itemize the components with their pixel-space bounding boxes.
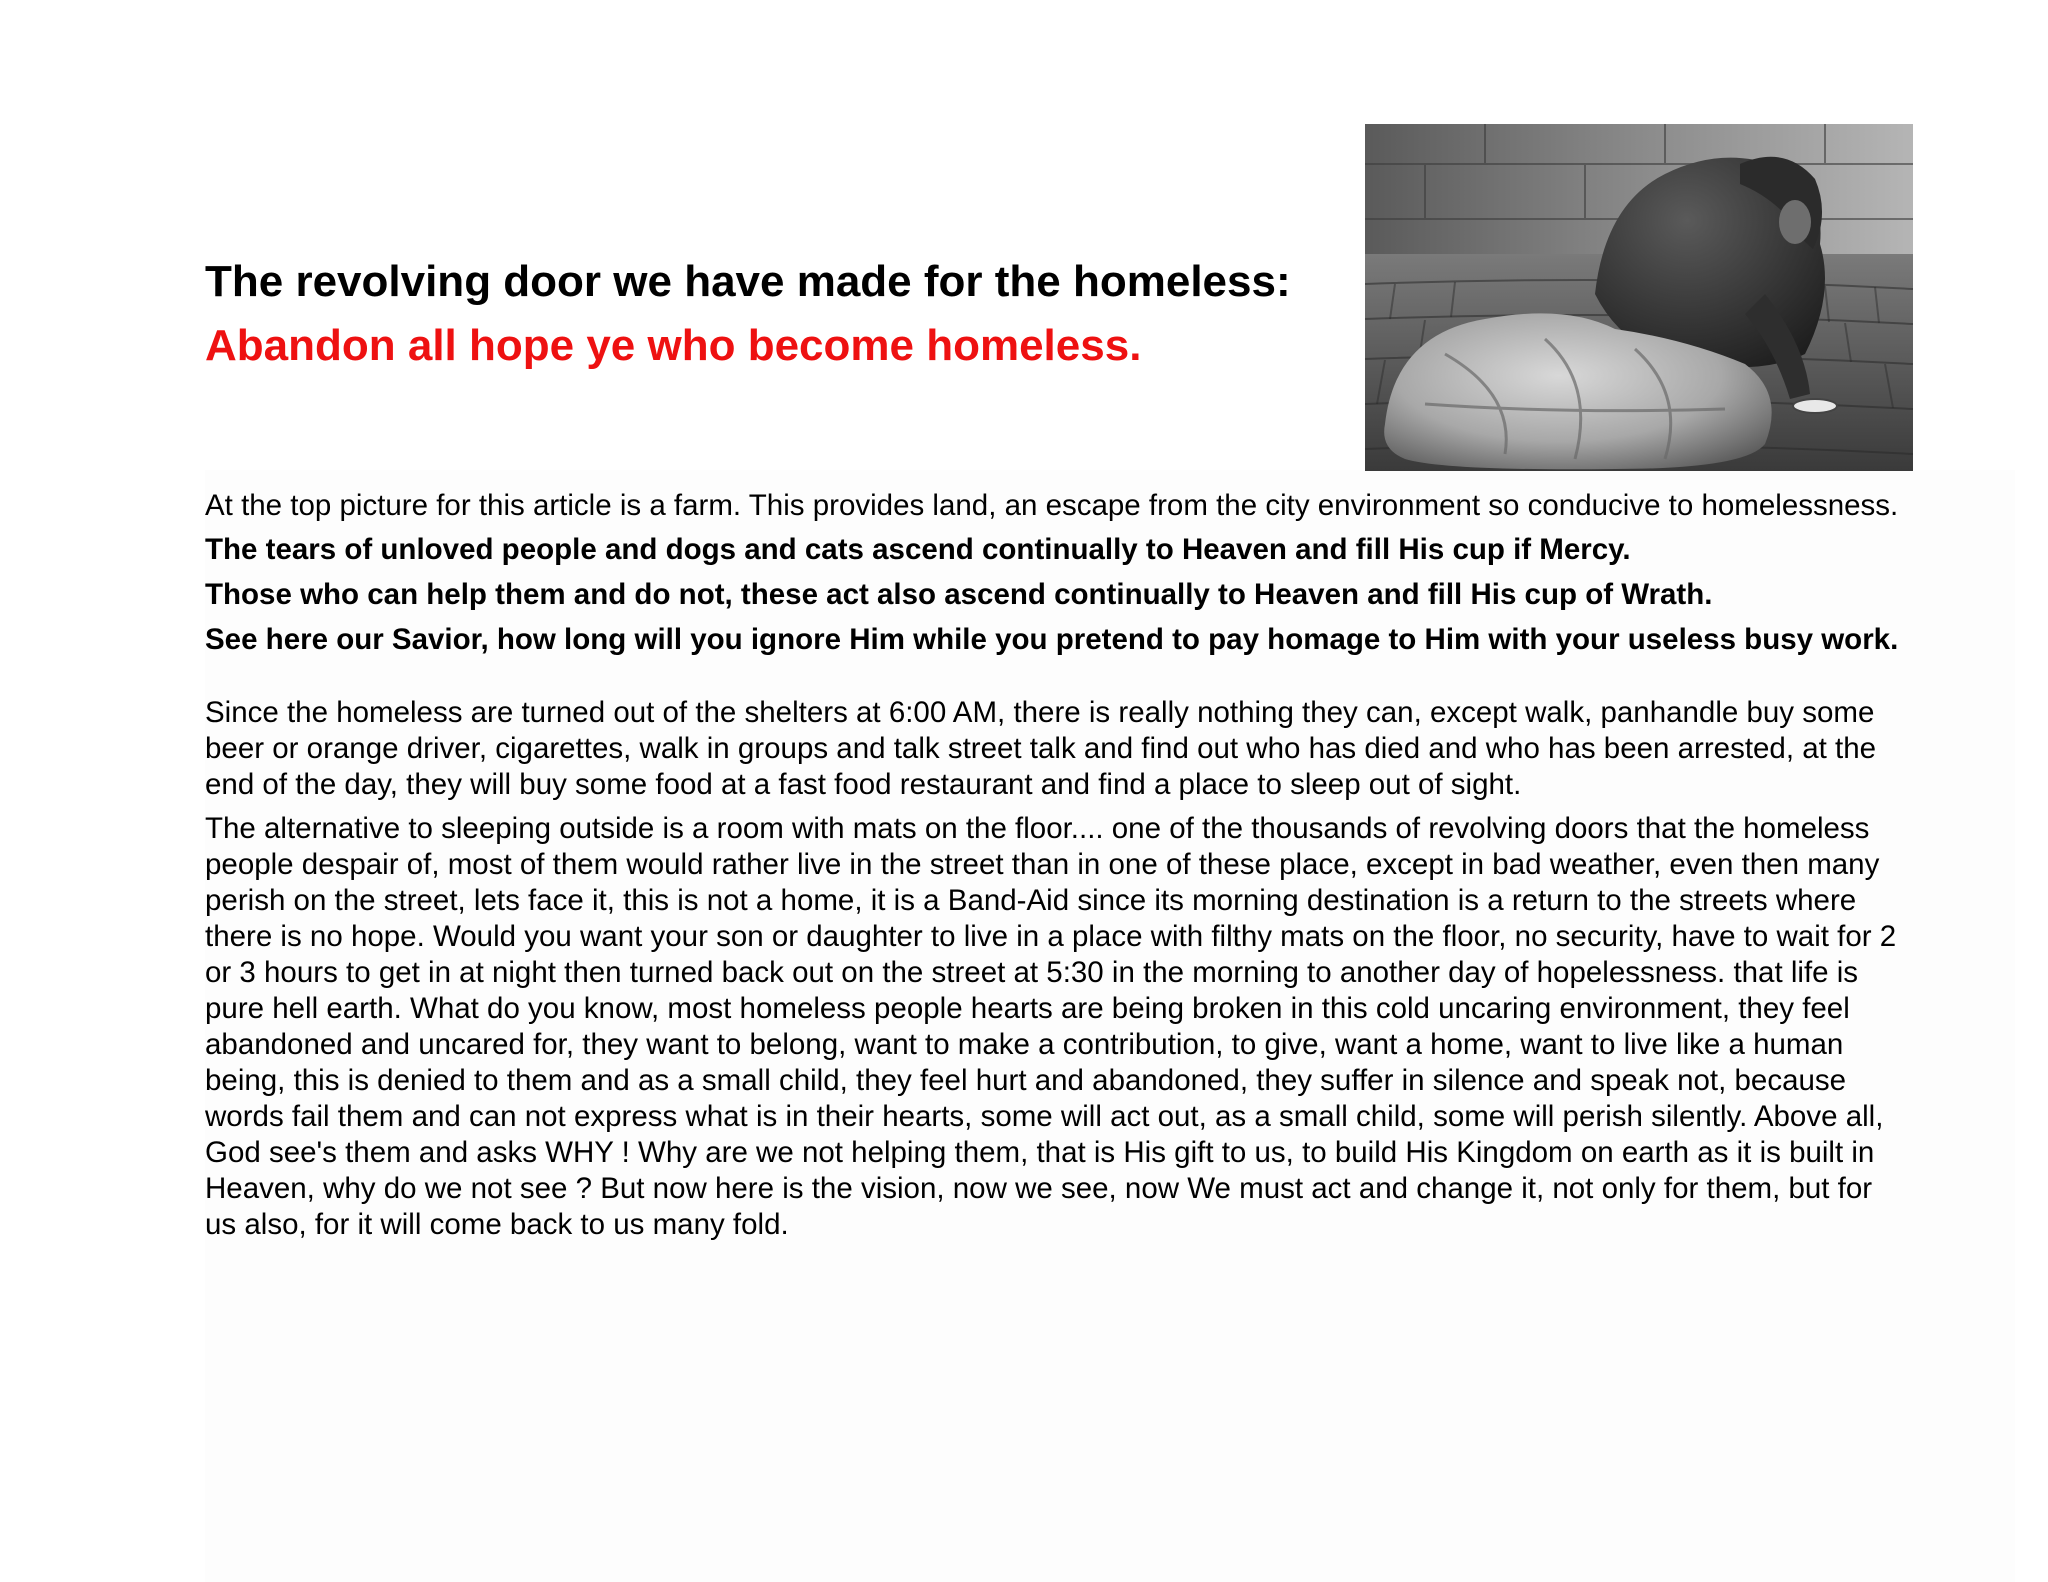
bold-line-mercy: The tears of unloved people and dogs and cats ascend continually to Heaven and fill His cup if Mercy. <box>205 533 1631 566</box>
homeless-person-photo-icon <box>1365 124 1913 471</box>
bold-line-wrath: Those who can help them and do not, these act also ascend continually to Heaven and fill His cup of Wrath. <box>205 578 1713 611</box>
paragraph-shelters: Since the homeless are turned out of the shelters at 6:00 AM, there is really nothing they can, except walk, panhandle buy some beer or orange driver, cigarettes, walk in groups and talk street talk and find out who has died and who has been arrested, at the end of the day, they will buy some food at a fast food restaurant and find a place to sleep out of sight. <box>205 696 1877 801</box>
bold-line-savior: See here our Savior, how long will you ignore Him while you pretend to pay homage to Him with your useless busy work. <box>205 623 1899 656</box>
intro-paragraph: At the top picture for this article is a farm. This provides land, an escape from the city environment so conducive to homelessness. <box>205 489 1899 522</box>
title-line-2-red: Abandon all hope ye who become homeless. <box>205 321 1142 370</box>
article-body <box>205 488 1905 1251</box>
title-line-1: The revolving door we have made for the homeless: <box>205 257 1291 306</box>
page-title <box>205 250 1355 378</box>
spacer <box>205 667 1905 695</box>
paragraph-alternative: The alternative to sleeping outside is a room with mats on the floor.... one of the thousands of revolving doors that the homeless people despair of, most of them would rather live in the street than in one of these place, except in bad weather, even then many perish on the street, lets face it, this is not a home, it is a Band-Aid since its morning destination is a return to the streets where there is no hope. Would you want your son or daughter to live in a place with filthy mats on the floor, no security, have to wait for 2 or 3 hours to get in at night then turned back out on the street at 5:30 in the morning to another day of hopelessness. that life is pure hell earth. What do you know, most homeless people hearts are being broken in this cold uncaring environment, they feel abandoned and uncared for, they want to belong, want to make a contribution, to give, want a home, want to live like a human being, this is denied to them and as a small child, they feel hurt and abandoned, they suffer in silence and speak not, because words fail them and can not express what is in their hearts, some will act out, as a small child, some will perish silently. Above all, God see's them and asks WHY ! Why are we not helping them, that is His gift to us, to build His Kingdom on earth as it is built in Heaven, why do we not see ? But now here is the vision, now we see, now We must act and change it, not only for them, but for us also, for it will come back to us many fold. <box>205 812 1897 1241</box>
